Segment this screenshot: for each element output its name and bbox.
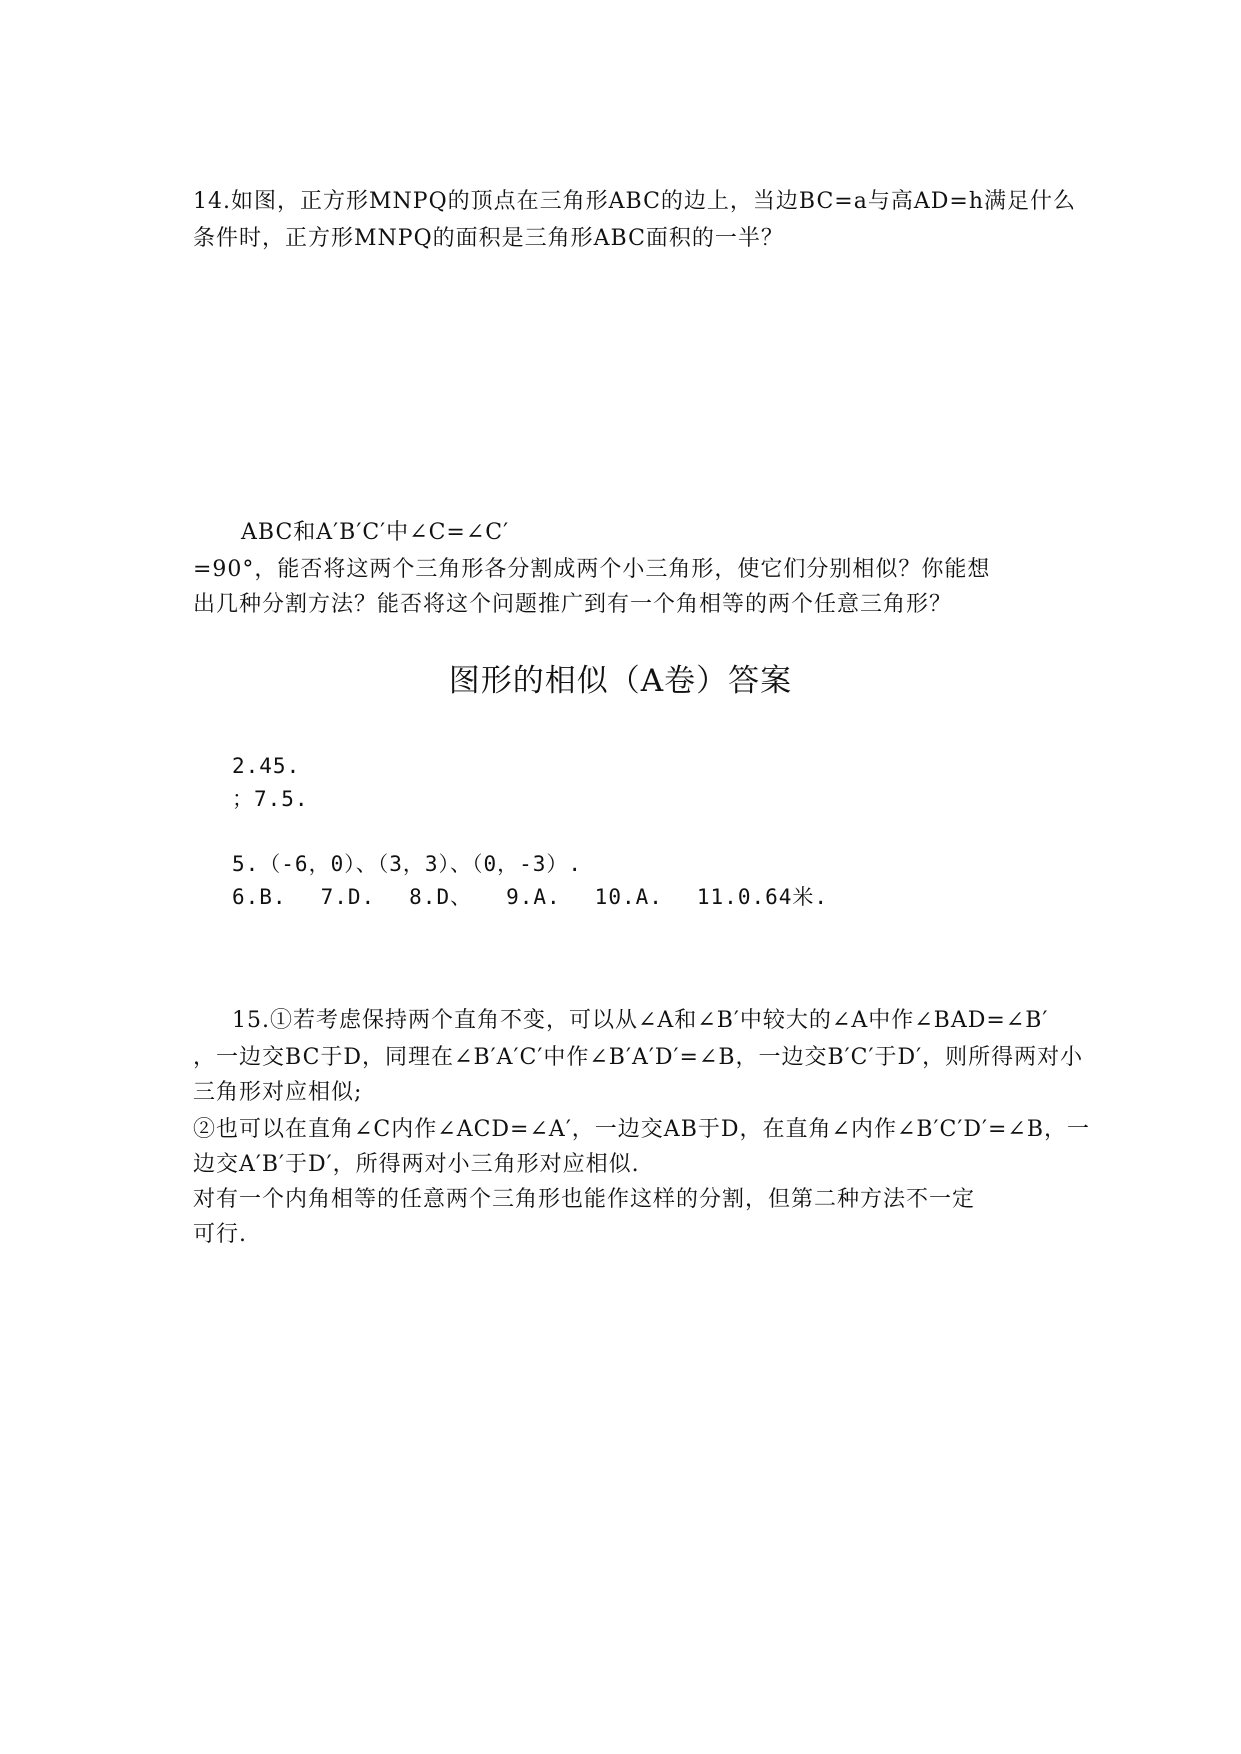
answer15-line1: 15.①若考虑保持两个直角不变，可以从∠A和∠B′中较大的∠A中作∠BAD=∠B′ bbox=[232, 1008, 1049, 1033]
answer-section-title: 图形的相似（A卷）答案 bbox=[448, 663, 793, 699]
answers-6-to-11 bbox=[232, 883, 828, 911]
answer-2: 2.45. bbox=[232, 754, 301, 778]
answer15-line5: 边交A′B′于D′，所得两对小三角形对应相似. bbox=[193, 1152, 640, 1177]
answer-7: 7.D. bbox=[320, 885, 376, 909]
answer-11: 11.0.64米. bbox=[696, 885, 829, 909]
answer15-line6: 对有一个内角相等的任意两个三角形也能作这样的分割，但第二种方法不一定 bbox=[193, 1187, 976, 1212]
answer-10: 10.A. bbox=[594, 885, 663, 909]
answer-9: 9.A. bbox=[506, 885, 561, 909]
answer15-line7: 可行. bbox=[193, 1222, 247, 1247]
problem15-line2: =90°，能否将这两个三角形各分割成两个小三角形，使它们分别相似？你能想 bbox=[193, 557, 991, 582]
problem15-line3: 出几种分割方法？能否将这个问题推广到有一个角相等的两个任意三角形？ bbox=[193, 592, 953, 617]
answer15-line2: ，一边交BC于D，同理在∠B′A′C′中作∠B′A′D′=∠B，一边交B′C′于D′，则所得两对小 bbox=[193, 1045, 1084, 1070]
problem15-line1: ABC和A′B′C′中∠C=∠C′ bbox=[241, 520, 510, 545]
answer-6: 6.B. bbox=[232, 885, 287, 909]
answer-5: 5.（-6，0）、（3，3）、（0，-3）. bbox=[232, 852, 583, 876]
answer-8: 8.D、 bbox=[409, 885, 473, 909]
answer15-line3: 三角形对应相似; bbox=[193, 1080, 363, 1105]
problem14-line1: 14.如图，正方形MNPQ的顶点在三角形ABC的边上，当边BC=a与高AD=h满足什么 bbox=[193, 189, 1076, 214]
answer15-line4: ②也可以在直角∠C内作∠ACD=∠A′，一边交AB于D，在直角∠内作∠B′C′D′=∠B，一 bbox=[193, 1117, 1091, 1142]
answer-4: ；7.5. bbox=[232, 787, 309, 811]
problem14-line2: 条件时，正方形MNPQ的面积是三角形ABC面积的一半？ bbox=[193, 226, 784, 251]
